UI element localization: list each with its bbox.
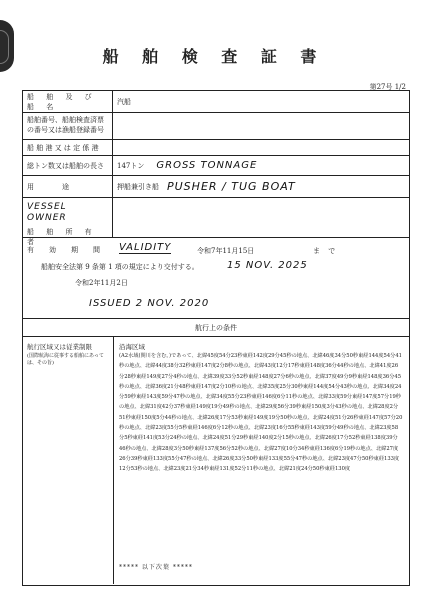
row-owner (23, 198, 409, 246)
tonnage-label: 総トン数又は船舶の長さ (23, 156, 113, 175)
area-label: 航行区域又は従業制限 (27, 343, 92, 351)
validity-handwritten-date: 15 NOV. 2025 (227, 260, 308, 271)
area-title: 沿海区域 (119, 343, 145, 351)
owner-label-cell (23, 198, 113, 246)
form-number: 第27号 1/2 (369, 83, 406, 91)
row-ship-number (23, 113, 409, 140)
continued-footer: ***** 以下次葉 ***** (119, 564, 193, 571)
use-value (117, 176, 296, 197)
tonnage-value (117, 156, 257, 175)
port-label: 船 舶 港 又 は 定 係 港 (23, 140, 113, 155)
conditions-section (23, 319, 409, 584)
owner-handwritten: VESSEL OWNER (27, 202, 67, 223)
document-title: 船 舶 検 査 証 書 (102, 47, 326, 66)
validity-handwritten: VALIDITY (119, 242, 172, 253)
validity-date: 令和7年11月15日 (197, 247, 255, 255)
use-printed: 押船兼引き船 (117, 182, 159, 191)
ship-name-value: 汽船 (117, 97, 131, 106)
row-tonnage (23, 156, 409, 176)
row-ship-name (23, 91, 409, 113)
issue-handwritten: ISSUED 2 NOV. 2020 (89, 298, 210, 309)
use-handwritten: PUSHER / TUG BOAT (167, 180, 296, 193)
validity-until: ま で (313, 247, 339, 255)
conditions-divider (113, 337, 114, 584)
ship-number-label: 船舶番号、船舶検査済票の番号又は漁船登録番号 (23, 113, 113, 139)
area-sublabel: (国際航海に従事する船舶にあっては、その旨) (27, 353, 104, 366)
area-description: (A2水域(関川を含む。)であって、北緯45度54分23秒東経142度29分45秒の地点、北緯46度34分50秒東経144度54分41秒の地点、北緯44度38分32秒東経147度2分8秒の地点、北緯43度12分17秒東経148度36分44秒の地点、北緯41度26分28秒東経149度27分4秒の地点、北緯39度33分52秒東経148度27分6秒の地点、北緯37度49分9秒東経148度36分45秒の地点、北緯36度21分48秒東経147度2分10秒の地点、北緯35度25分30秒東経144度54分43秒の地点、北緯34度24分59秒東経143度59分47秒の地点、北緯34度55分23秒東経146度6分11秒の地点、北緯33度59分東経147度57分19秒の地点、北緯31度42分37秒東経149度19分49秒の地点、北緯29度56分39秒東経150度3分43秒の地点、北緯28度2分51秒東経150度5分44秒の地点、北緯26度17分53秒東経149度19分50秒の地点、北緯24度51分26秒東経147度57分20秒の地点、北緯23度55分5秒東経146度6分12秒の地点、北緯23度16分55秒東経143度59分49秒の地点、北緯23度58分5秒東経141度53分24秒の地点、北緯24度51分29秒東経140度2分15秒の地点、北緯26度17分52秒東経138度39分46秒の地点、北緯28度3分50秒東経137度56分52秒の地点、北緯27度10分34秒東経136度6分19秒の地点、北緯27度26分39秒東経133度55分47秒の地点、北緯26度33分50秒東経133度55分47秒の地点、北緯23度47分50秒東経133度12分53秒の地点、北緯23度21分34秒東経131度52分11秒の地点、北緯21度24分50秒東経130度 (119, 353, 403, 473)
row-validity (23, 238, 409, 319)
ship-name-label: 船 舶 及 び 船 名 (23, 91, 113, 112)
tonnage-printed: 147トン (117, 161, 145, 170)
row-use (23, 176, 409, 198)
validity-label: 有 効 期 間 (27, 246, 104, 254)
tonnage-handwritten: GROSS TONNAGE (156, 160, 258, 171)
issue-statement: 船舶安全法第 9 条第 1 項の規定により交付する。 (41, 263, 199, 271)
use-label: 用 途 (23, 176, 113, 197)
issue-date: 令和2年11月2日 (75, 279, 128, 287)
conditions-heading: 航行上の条件 (23, 319, 409, 337)
owner-label: 船 舶 所 有 者 (27, 228, 97, 246)
certificate-frame (22, 90, 410, 586)
validity-line (23, 238, 409, 260)
row-port (23, 140, 409, 156)
